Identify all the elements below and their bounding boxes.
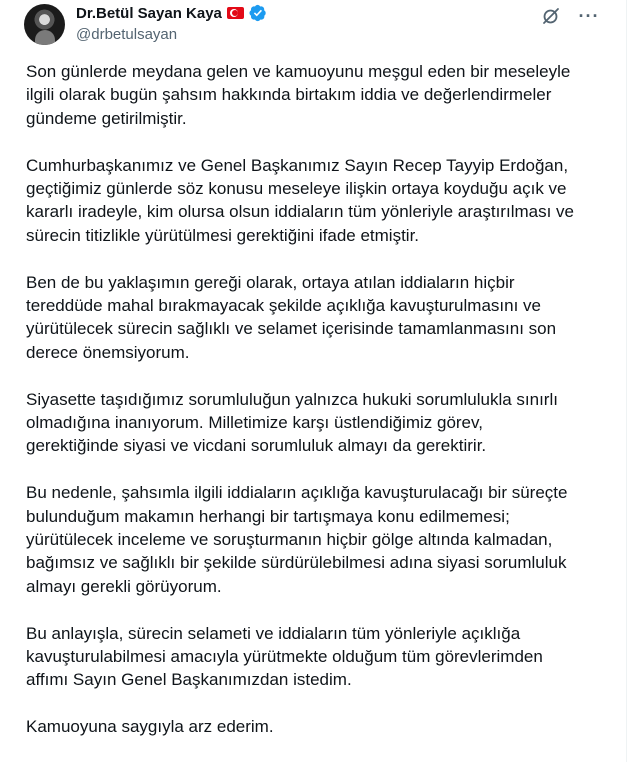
post-paragraph-4: Siyasette taşıdığımız sorumluluğun yalnızca hukuki sorumlulukla sınırlı olmadığına inanıyorum. Milletimize karşı üstlendiğimiz görev, gerektiğinde siyasi ve vicdani sorumluluk almayı da gerektirir. bbox=[26, 389, 558, 456]
post-paragraph-5: Bu nedenle, şahsımla ilgili iddiaların açıklığa kavuşturulacağı bir süreçte bulunduğum makamın herhangi bir tartışmaya konu edilmemesi; yürütülecek inceleme ve soruşturmanın hiçbir gölge altında kalmadan, bağımsız ve sağlıklı bir şekilde sürdürülebilmesi adına siyasi sorumluluk almayı gerekli görüyorum. bbox=[26, 483, 568, 596]
grok-icon[interactable] bbox=[541, 6, 561, 26]
post-paragraph-1: Son günlerde meydana gelen ve kamuoyunu meşgul eden bir meseleyle ilgili olarak bugün şahsım hakkında birtakım iddia ve değerlendirmeler gündeme getirilmiştir. bbox=[26, 62, 571, 128]
avatar[interactable] bbox=[24, 4, 65, 45]
author-handle[interactable]: @drbetulsayan bbox=[76, 26, 178, 43]
post-paragraph-2: Cumhurbaşkanımız ve Genel Başkanımız Sayın Recep Tayyip Erdoğan, geçtiğimiz günlerde söz konusu meseleye ilişkin ortaya koyduğu açık ve kararlı iradeyle, kim olursa olsun iddiaların tüm yönleriyle araştırılması ve sürecin titizlikle yürütülmesi gerektiğini ifade etmiştir. bbox=[26, 155, 574, 245]
author-info bbox=[76, 3, 267, 43]
post-paragraph-7: Kamuoyuna saygıyla arz ederim. bbox=[26, 717, 274, 737]
turkey-flag-icon bbox=[227, 7, 244, 19]
more-options-icon[interactable]: ··· bbox=[578, 6, 600, 26]
post-actions bbox=[541, 6, 599, 26]
post-paragraph-6: Bu anlayışla, sürecin selameti ve iddiaların tüm yönleriyle açıklığa kavuşturulabilmesi amacıyla yürütmekte olduğum tüm görevlerimden affımı Sayın Genel Başkanımızdan istedim. bbox=[26, 623, 543, 690]
post-text bbox=[26, 60, 611, 762]
verified-badge-icon[interactable] bbox=[249, 4, 267, 22]
author-display-name[interactable]: Dr.Betül Sayan Kaya bbox=[76, 4, 222, 22]
author-name-row bbox=[76, 3, 267, 23]
post-paragraph-3: Ben de bu yaklaşımın gereği olarak, ortaya atılan iddiaların hiçbir tereddüde mahal bırakmayacak şekilde açıklığa kavuşturulmasını ve yürütülecek sürecin sağlıklı ve selamet içerisinde tamamlanmasını son derece önemsiyorum. bbox=[26, 272, 557, 362]
post-header bbox=[24, 0, 619, 50]
column-divider bbox=[626, 0, 627, 762]
